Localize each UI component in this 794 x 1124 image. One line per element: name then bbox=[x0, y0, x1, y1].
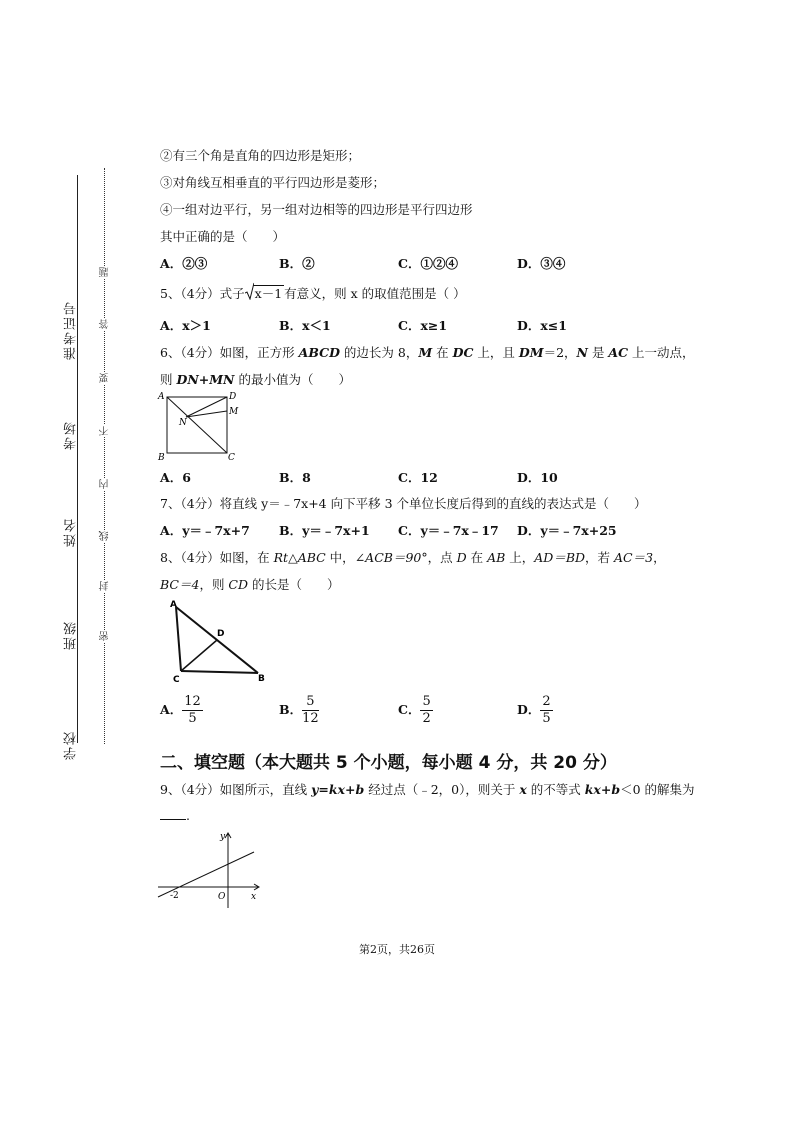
q8-triangle-figure bbox=[166, 598, 278, 688]
q5-option-b[interactable]: B．x＜1 bbox=[279, 318, 331, 333]
answer-blank[interactable] bbox=[160, 819, 186, 820]
q6-option-c[interactable]: C．12 bbox=[398, 470, 438, 485]
q9-label-y: y bbox=[220, 832, 226, 842]
q9-label-neg2: -2 bbox=[170, 891, 179, 901]
label-school: 学校 bbox=[64, 730, 79, 760]
q8-side-cb bbox=[181, 671, 258, 673]
q8-text: 上， bbox=[505, 550, 535, 565]
q9-label-x: x bbox=[251, 892, 257, 902]
q5-option-d[interactable]: D．x≤1 bbox=[517, 318, 567, 333]
fraction-numerator: 12 bbox=[184, 694, 201, 709]
seal-word: 题 bbox=[100, 267, 111, 277]
section-heading-fill-in: 二、填空题（本大题共 5 个小题，每小题 4 分，共 20 分） bbox=[160, 753, 617, 773]
q9-stem bbox=[160, 780, 695, 798]
q8-option-letter: C． bbox=[398, 702, 421, 717]
q8-text: 8、（4分）如图，在 bbox=[160, 550, 274, 565]
q8-math: AD＝BD bbox=[534, 550, 586, 565]
q7-option-a[interactable]: A．y＝﹣7x+7 bbox=[160, 523, 250, 538]
q4-option-a[interactable]: A．②③ bbox=[160, 256, 208, 271]
q9-var: y=kx+b bbox=[311, 782, 365, 797]
q8-text: 的长是（ ） bbox=[248, 577, 340, 592]
q8-math: CD bbox=[228, 577, 249, 592]
q9-text: 9、（4分）如图所示，直线 bbox=[160, 782, 312, 797]
seal-word: 线 bbox=[100, 531, 111, 541]
q6-label-a: A bbox=[158, 392, 165, 402]
q6-option-d[interactable]: D．10 bbox=[517, 470, 558, 485]
q8-text: ，则 bbox=[199, 577, 229, 592]
q8-option-a[interactable] bbox=[160, 694, 203, 727]
q8-label-a: A bbox=[170, 600, 177, 610]
q7-stem: 7、（4分）将直线 y＝﹣7x+4 向下平移 3 个单位长度后得到的直线的表达式是（ ） bbox=[160, 496, 647, 511]
q5-sqrt bbox=[245, 284, 285, 302]
q8-label-b: B bbox=[258, 674, 265, 684]
q8-label-c: C bbox=[173, 675, 180, 685]
q6-text: 的边长为 8， bbox=[339, 345, 419, 360]
q4-option-c[interactable]: C．①②④ bbox=[398, 256, 458, 271]
q7-option-c[interactable]: C．y＝﹣7x﹣17 bbox=[398, 523, 499, 538]
q8-option-b[interactable] bbox=[279, 694, 319, 727]
q6-text: 则 bbox=[160, 372, 177, 387]
q9-text: 经过点（﹣2，0），则关于 bbox=[364, 782, 520, 797]
q6-var: N bbox=[576, 345, 588, 360]
seal-word: 不 bbox=[100, 426, 111, 436]
q5-radicand: x－1 bbox=[254, 286, 283, 301]
q6-var: DC bbox=[452, 345, 474, 360]
q4-statement-4: ④一组对边平行，另一组对边相等的四边形是平行四边形 bbox=[160, 202, 473, 217]
q8-math: Rt△ABC bbox=[273, 550, 326, 565]
label-name: 姓名 bbox=[64, 517, 79, 547]
fraction-denominator: 5 bbox=[542, 711, 551, 726]
q6-text: 6、（4分）如图，正方形 bbox=[160, 345, 299, 360]
fraction-numerator: 5 bbox=[422, 694, 431, 709]
q8-math: BC＝4 bbox=[160, 577, 200, 592]
q8-option-d[interactable] bbox=[517, 694, 553, 727]
q6-var: ABCD bbox=[298, 345, 340, 360]
q8-text: 在 bbox=[466, 550, 488, 565]
q6-stem-line-2 bbox=[160, 370, 351, 388]
label-class: 班级 bbox=[64, 620, 79, 650]
q6-var: DM bbox=[518, 345, 544, 360]
q6-text: 在 bbox=[432, 345, 453, 360]
q6-option-b[interactable]: B．8 bbox=[279, 470, 311, 485]
q8-option-letter: D． bbox=[517, 702, 541, 717]
fraction-denominator: 2 bbox=[422, 711, 431, 726]
q7-option-d[interactable]: D．y＝﹣7x+25 bbox=[517, 523, 617, 538]
q6-var: DN+MN bbox=[176, 372, 235, 387]
q6-var: M bbox=[418, 345, 433, 360]
q8-option-letter: A． bbox=[160, 702, 183, 717]
q4-option-b[interactable]: B．② bbox=[279, 256, 315, 271]
margin-solid-line bbox=[77, 175, 78, 743]
q8-side-ac bbox=[176, 607, 181, 671]
q8-math: AB bbox=[487, 550, 506, 565]
q6-text: 上，且 bbox=[473, 345, 519, 360]
fraction-denominator: 12 bbox=[302, 711, 319, 726]
q6-diagonal-ac bbox=[167, 397, 227, 453]
q9-var: x bbox=[519, 782, 527, 797]
q5-option-a[interactable]: A．x＞1 bbox=[160, 318, 211, 333]
q6-label-n: N bbox=[179, 418, 187, 428]
q6-label-d: D bbox=[229, 392, 237, 402]
q4-option-d[interactable]: D．③④ bbox=[517, 256, 566, 271]
q8-stem-line-1 bbox=[160, 548, 666, 566]
q8-option-c[interactable] bbox=[398, 694, 433, 727]
q8-text: 中， bbox=[325, 550, 355, 565]
q9-label-o: O bbox=[218, 892, 226, 902]
q6-label-c: C bbox=[228, 453, 235, 462]
q8-math: D bbox=[456, 550, 467, 565]
q8-stem-line-2 bbox=[160, 575, 340, 593]
q6-text: ＝2， bbox=[543, 345, 577, 360]
q4-statement-2: ②有三个角是直角的四边形是矩形； bbox=[160, 148, 361, 163]
seal-word: 密 bbox=[100, 631, 111, 641]
q6-option-a[interactable]: A．6 bbox=[160, 470, 191, 485]
q9-answer-blank[interactable] bbox=[160, 808, 190, 823]
seal-word: 封 bbox=[100, 581, 111, 591]
q9-period: . bbox=[186, 808, 190, 823]
margin-dotted-line bbox=[104, 168, 105, 744]
q8-fraction bbox=[302, 694, 319, 727]
q6-square-figure bbox=[154, 390, 244, 462]
q5-stem bbox=[160, 284, 466, 302]
q8-label-d: D bbox=[217, 629, 225, 639]
q6-text: 是 bbox=[587, 345, 609, 360]
q9-var: kx+b bbox=[584, 782, 621, 797]
q4-statement-3: ③对角线互相垂直的平行四边形是菱形； bbox=[160, 175, 386, 190]
q8-fraction bbox=[420, 694, 432, 727]
q7-option-b[interactable]: B．y＝﹣7x+1 bbox=[279, 523, 370, 538]
q6-label-m: M bbox=[229, 407, 239, 417]
q6-text: 的最小值为（ ） bbox=[234, 372, 351, 387]
q9-graph-figure bbox=[156, 830, 266, 910]
label-exam-room: 考场 bbox=[64, 420, 79, 450]
q6-stem-line-1 bbox=[160, 343, 695, 361]
q6-text: 上一动点， bbox=[628, 345, 695, 360]
q8-text: ，若 bbox=[585, 550, 615, 565]
q6-var: AC bbox=[608, 345, 629, 360]
q8-segment-cd bbox=[181, 640, 217, 671]
page-footer: 第2页，共26页 bbox=[359, 943, 435, 956]
q8-text: ， bbox=[653, 550, 666, 565]
fraction-numerator: 2 bbox=[542, 694, 551, 709]
seal-word: 内 bbox=[100, 479, 111, 489]
sqrt-sign-icon bbox=[245, 282, 254, 300]
q9-text: ＜0 的解集为 bbox=[620, 782, 695, 797]
q8-math: ∠ACB＝90° bbox=[354, 550, 428, 565]
q9-text: 的不等式 bbox=[526, 782, 585, 797]
q5-stem-post: 有意义，则 x 的取值范围是（ ） bbox=[284, 286, 466, 301]
seal-word: 答 bbox=[100, 319, 111, 329]
fraction-numerator: 5 bbox=[302, 694, 319, 711]
q5-stem-pre: 5、（4分）式子 bbox=[160, 286, 245, 301]
q8-fraction bbox=[540, 694, 552, 727]
q8-fraction bbox=[182, 694, 203, 727]
q8-math: AC＝3 bbox=[614, 550, 654, 565]
fraction-denominator: 5 bbox=[188, 711, 197, 726]
q8-text: ，点 bbox=[427, 550, 457, 565]
q8-option-letter: B． bbox=[279, 702, 303, 717]
q5-option-c[interactable]: C．x≥1 bbox=[398, 318, 448, 333]
q6-label-b: B bbox=[158, 453, 165, 462]
q4-prompt: 其中正确的是（ ） bbox=[160, 229, 286, 244]
seal-word: 要 bbox=[100, 373, 111, 383]
label-exam-id: 准考证号 bbox=[64, 300, 79, 360]
